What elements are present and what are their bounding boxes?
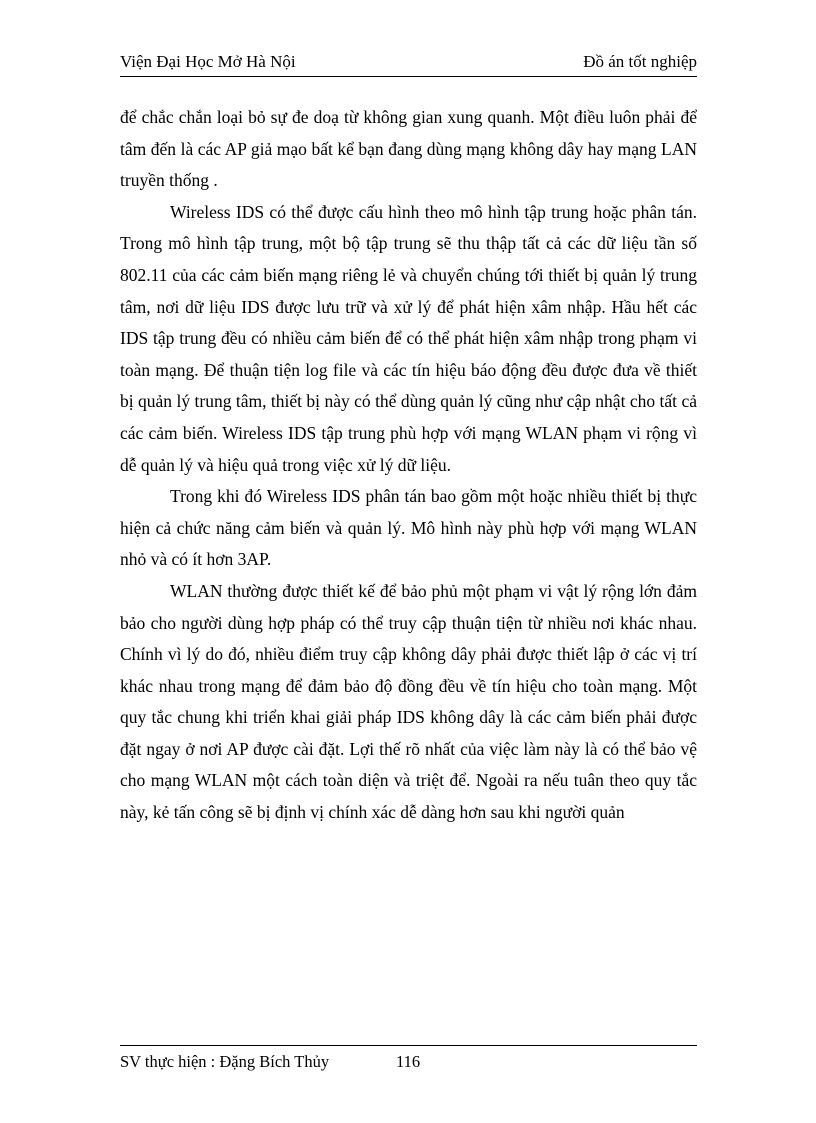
footer-divider [120,1045,697,1046]
page-header [120,50,697,77]
header-document-type: Đồ án tốt nghiệp [583,52,697,71]
paragraph-continuation: để chắc chắn loại bỏ sự đe doạ từ không gian xung quanh. Một điều luôn phải để tâm đến là các AP giả mạo bất kể bạn đang dùng mạng không dây hay mạng LAN truyền thống . [120,107,697,191]
page-body [120,102,697,829]
page-number: 116 [396,1052,421,1071]
paragraph-distributed-ids: Trong khi đó Wireless IDS phân tán bao gồm một hoặc nhiều thiết bị thực hiện cả chức năng cảm biến và quản lý. Mô hình này phù hợp với mạng WLAN nhỏ và có ít hơn 3AP. [120,486,697,570]
paragraph-wlan-sensors: WLAN thường được thiết kế để bảo phủ một phạm vi vật lý rộng lớn đảm bảo cho người dùng hợp pháp có thể truy cập thuận tiện từ nhiều nơi khác nhau. Chính vì lý do đó, nhiều điểm truy cập không dây phải được thiết lập ở các vị trí khác nhau trong mạng để đảm bảo độ đồng đều về tín hiệu cho toàn mạng. Một quy tắc chung khi triển khai giải pháp IDS không dây là các cảm biến phải được đặt ngay ở nơi AP được cài đặt. Lợi thế rõ nhất của việc làm này là có thể bảo vệ cho mạng WLAN một cách toàn diện và triệt để. Ngoài ra nếu tuân theo quy tắc này, kẻ tấn công sẽ bị định vị chính xác dễ dàng hơn sau khi người quản [120,580,697,823]
paragraph-wireless-ids-models: Wireless IDS có thể được cấu hình theo mô hình tập trung hoặc phân tán. Trong mô hình tập trung, một bộ tập trung sẽ thu thập tất cả các dữ liệu tần số 802.11 của các cảm biến mạng riêng lẻ và chuyển chúng tới thiết bị quản lý trung tâm, nơi dữ liệu IDS được lưu trữ và xử lý để phát hiện xâm nhập. Hầu hết các IDS tập trung đều có nhiều cảm biến để có thể phát hiện xâm nhập trong phạm vi toàn mạng. Để thuận tiện log file và các tín hiệu báo động đều được đưa về thiết bị quản lý trung tâm, thiết bị này có thể dùng quản lý cũng như cập nhật cho tất cả các cảm biến. Wireless IDS tập trung phù hợp với mạng WLAN phạm vi rộng vì dễ quản lý và hiệu quả trong việc xử lý dữ liệu. [120,201,697,475]
header-institution: Viện Đại Học Mở Hà Nội [120,52,296,71]
footer-author: SV thực hiện : Đặng Bích Thủy [120,1052,330,1071]
